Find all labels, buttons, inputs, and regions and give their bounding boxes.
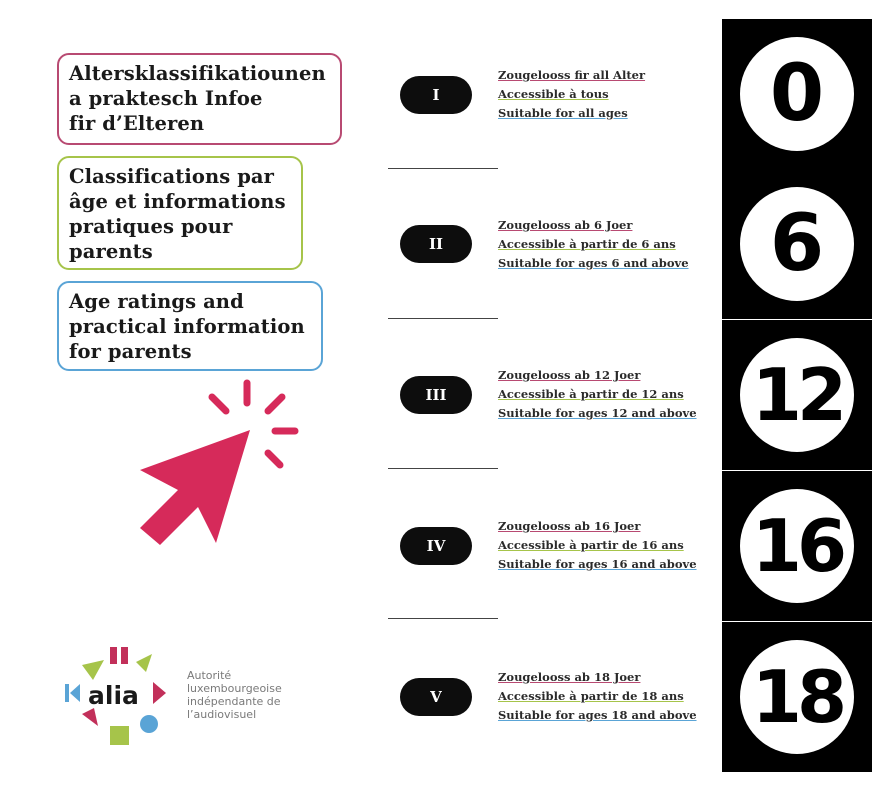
authority-name bbox=[187, 669, 282, 721]
intro-line: parents bbox=[69, 240, 153, 263]
rating-text-lb[interactable]: Zougelooss ab 12 Joer bbox=[498, 368, 641, 382]
intro-line: pratiques pour bbox=[69, 215, 233, 238]
rating-text-en[interactable]: Suitable for all ages bbox=[498, 106, 628, 120]
rating-text-lb[interactable]: Zougelooss fir all Alter bbox=[498, 68, 646, 82]
intro-line: for parents bbox=[69, 340, 192, 363]
authority-line: luxembourgeoise bbox=[187, 682, 282, 695]
row-divider bbox=[388, 318, 498, 319]
intro-line: a praktesch Infoe bbox=[69, 87, 263, 110]
rating-description-3[interactable] bbox=[498, 366, 697, 423]
click-cursor-icon bbox=[130, 375, 305, 550]
intro-line: fir d’Elteren bbox=[69, 112, 205, 135]
rating-text-fr[interactable]: Accessible à tous bbox=[498, 87, 609, 101]
rating-text-en[interactable]: Suitable for ages 6 and above bbox=[498, 256, 689, 270]
intro-box-luxembourgish bbox=[57, 53, 342, 145]
intro-box-french bbox=[57, 156, 303, 270]
age-badge-number: 6 bbox=[740, 187, 854, 301]
rating-text-fr[interactable]: Accessible à partir de 12 ans bbox=[498, 387, 684, 401]
intro-line: âge et informations bbox=[69, 190, 286, 213]
intro-line: Classifications par bbox=[69, 165, 275, 188]
rating-text-en[interactable]: Suitable for ages 16 and above bbox=[498, 557, 697, 571]
age-badge-number: 18 bbox=[740, 640, 854, 754]
rating-pill-2[interactable]: II bbox=[400, 225, 472, 263]
age-badge-6[interactable] bbox=[722, 169, 872, 319]
rating-text-fr[interactable]: Accessible à partir de 16 ans bbox=[498, 538, 684, 552]
authority-line: indépendante de bbox=[187, 695, 281, 708]
logo-wordmark: alia bbox=[88, 681, 139, 710]
rating-pill-1[interactable]: I bbox=[400, 76, 472, 114]
rating-text-lb[interactable]: Zougelooss ab 16 Joer bbox=[498, 519, 641, 533]
rating-description-1[interactable] bbox=[498, 66, 645, 123]
authority-line: Autorité bbox=[187, 669, 232, 682]
intro-box-english bbox=[57, 281, 323, 371]
rating-description-4[interactable] bbox=[498, 517, 697, 574]
rating-text-en[interactable]: Suitable for ages 18 and above bbox=[498, 708, 697, 722]
authority-line: l’audiovisuel bbox=[187, 708, 257, 721]
age-badge-number: 0 bbox=[740, 37, 854, 151]
rating-text-lb[interactable]: Zougelooss ab 6 Joer bbox=[498, 218, 633, 232]
rating-text-en[interactable]: Suitable for ages 12 and above bbox=[498, 406, 697, 420]
intro-line: Altersklassifikatiounen bbox=[69, 62, 326, 85]
row-divider bbox=[388, 168, 498, 169]
intro-line: Age ratings and bbox=[69, 290, 244, 313]
rating-text-fr[interactable]: Accessible à partir de 6 ans bbox=[498, 237, 676, 251]
rating-description-5[interactable] bbox=[498, 668, 697, 725]
rating-description-2[interactable] bbox=[498, 216, 689, 273]
age-badge-12[interactable] bbox=[722, 320, 872, 470]
row-divider bbox=[388, 468, 498, 469]
row-divider bbox=[388, 618, 498, 619]
rating-text-lb[interactable]: Zougelooss ab 18 Joer bbox=[498, 670, 641, 684]
rating-pill-5[interactable]: V bbox=[400, 678, 472, 716]
intro-line: practical information bbox=[69, 315, 305, 338]
age-badge-number: 12 bbox=[740, 338, 854, 452]
rating-pill-4[interactable]: IV bbox=[400, 527, 472, 565]
age-badge-0[interactable] bbox=[722, 19, 872, 169]
rating-pill-3[interactable]: III bbox=[400, 376, 472, 414]
age-badge-16[interactable] bbox=[722, 471, 872, 621]
age-badge-18[interactable] bbox=[722, 622, 872, 772]
rating-text-fr[interactable]: Accessible à partir de 18 ans bbox=[498, 689, 684, 703]
age-badge-number: 16 bbox=[740, 489, 854, 603]
